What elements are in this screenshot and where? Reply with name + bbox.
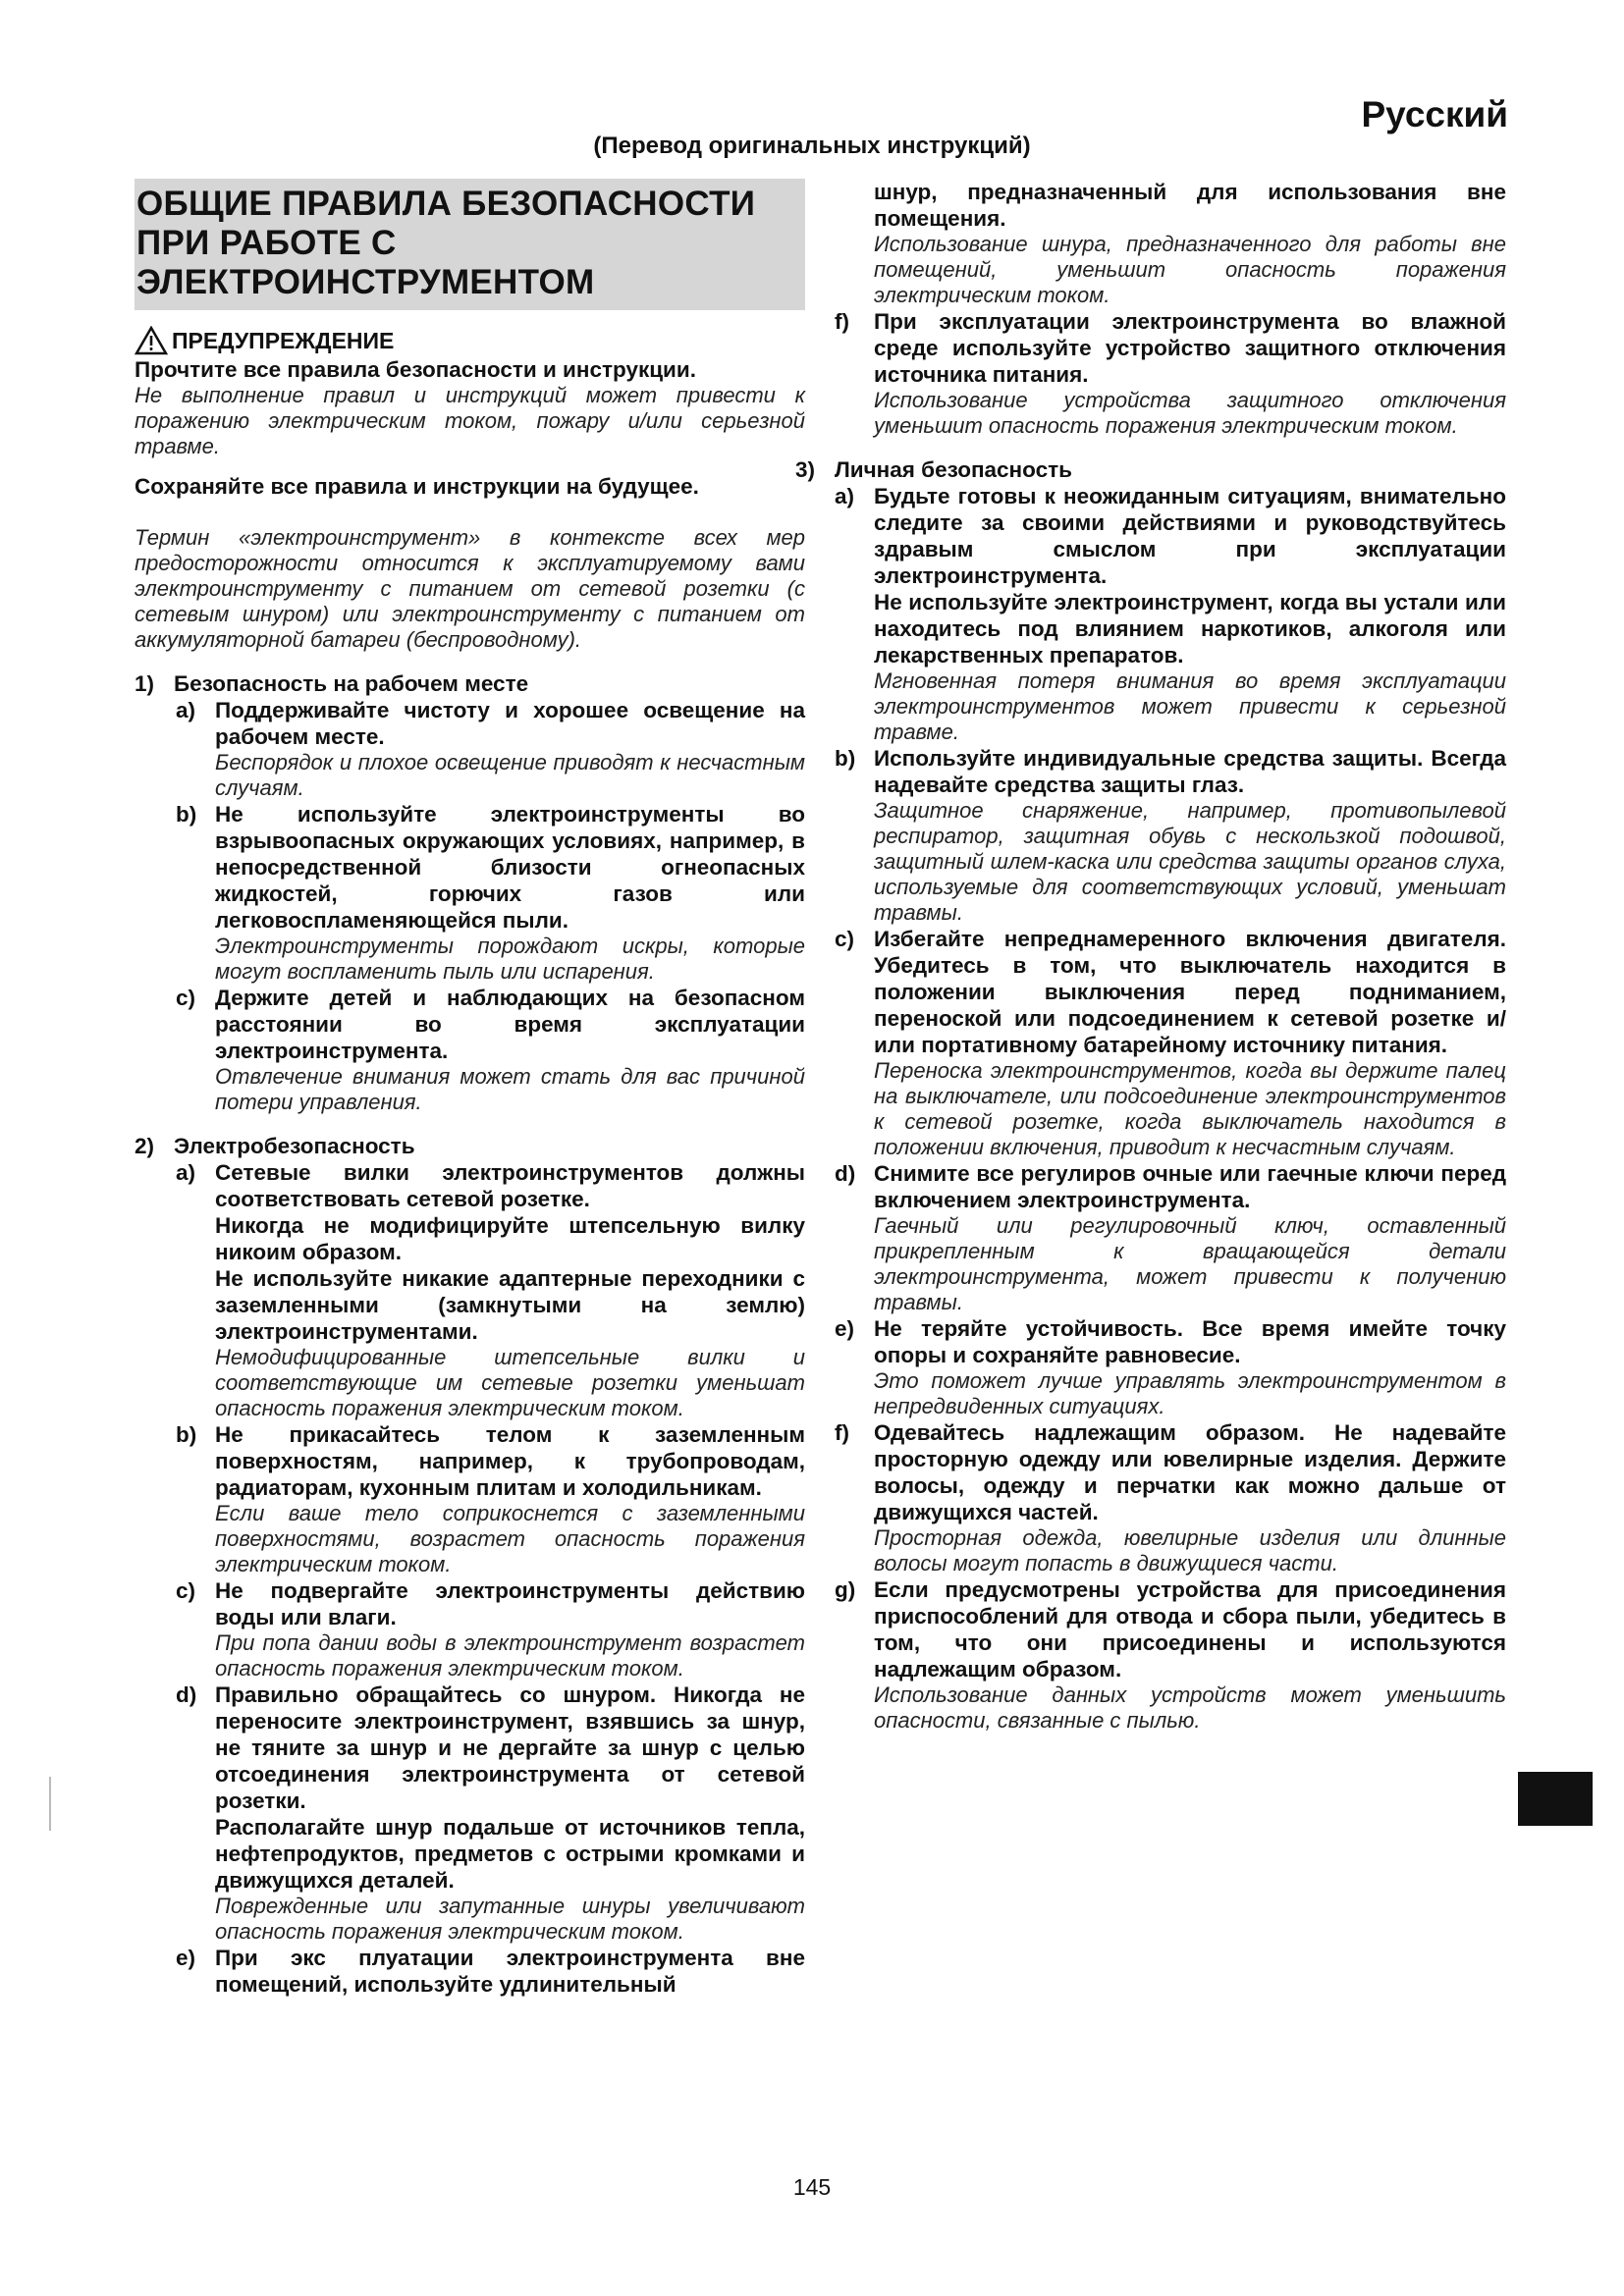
s3-item-g: g) Если предусмотрены устройства для присоединения приспособлений для отвода и сбора пыли, убедитесь в том, что они присоединены и используются надлежащим образом. Использование данных устройств может уменьшить опасности, связанные с пылью. xyxy=(835,1577,1506,1733)
s2-item-e-continued: шнур, предназначенный для использования вне помещения. Использование шнура, предназначенного для работы вне помещений, уменьшит опасность поражения электрическим током. xyxy=(874,180,1506,307)
section-title: ОБЩИЕ ПРАВИЛА БЕЗОПАСНОСТИ ПРИ РАБОТЕ С ЭЛЕКТРОИНСТРУМЕНТОМ xyxy=(135,179,805,310)
document-subtitle: (Перевод оригинальных инструкций) xyxy=(593,133,1031,159)
s3-item-e: e) Не теряйте устойчивость. Все время имейте точку опоры и сохраняйте равновесие. Это поможет лучше управлять электроинструментом в непредвиденных ситуациях. xyxy=(835,1316,1506,1418)
s2-item-c: c) Не подвергайте электроинструменты действию воды или влаги. При попа дании воды в электроинструмент возрастет опасность поражения электрическим током. xyxy=(176,1578,805,1681)
language-tab-marker xyxy=(1518,1772,1593,1826)
warning-bold: Прочтите все правила безопасности и инструкции. xyxy=(135,357,696,382)
s3-item-d: d) Снимите все регулиров очные или гаечные ключи перед включением электроинструмента. Гаечный или регулировочный ключ, оставленный прикрепленным к вращающейся детали электроинструмента, может привести к получению травмы. xyxy=(835,1161,1506,1314)
s1-item-b: b) Не используйте электроинструменты во взрывоопасных окружающих условиях, например, в непосредственной близости огнеопасных жидкостей, горючих газов или легковоспламеняющейся пыли. Электроинструменты порождают искры, которые могут воспламенить пыль или испарения. xyxy=(176,802,805,984)
left-column xyxy=(135,179,805,1998)
s2-item-b: b) Не прикасайтесь телом к заземленным поверхностям, например, к трубопроводам, радиаторам, кухонным плитам и холодильникам. Если ваше тело соприкоснется с заземленными поверхностями, возрастет опасность поражения электрическим током. xyxy=(176,1422,805,1576)
s3-item-f: f) Одевайтесь надлежащим образом. Не надевайте просторную одежду или ювелирные изделия. Держите волосы, одежду и перчатки как можно дальше от движущихся частей. Просторная одежда, ювелирные изделия или длинные волосы могут попасть в движущиеся части. xyxy=(835,1420,1506,1575)
s2-item-f: f) При эксплуатации электроинструмента во влажной среде используйте устройство защитного отключения источника питания. Использование устройства защитного отключения уменьшит опасность поражения электрическим током. xyxy=(835,309,1506,438)
s2-item-a: a) Сетевые вилки электроинструментов должны соответствовать сетевой розетке. Никогда не модифицируйте штепсельную вилку никоим образом. Не используйте никакие адаптерные переходники с заземленными (замкнутыми на землю) электроинструментами. Немодифицированные штепсельные вилки и соответствующие им сетевые розетки уменьшат опасность поражения электрическим током. xyxy=(176,1160,805,1420)
warning-heading xyxy=(135,326,805,355)
s2-item-d: d) Правильно обращайтесь со шнуром. Никогда не переносите электроинструмент, взявшись за шнур, не тяните за шнур и не дергайте за шнур с целью отсоединения электроинструмента от сетевой розетки. Располагайте шнур подальше от источников тепла, нефтепродуктов, предметов с острыми кромками и движущихся деталей. Поврежденные или запутанные шнуры увеличивают опасность поражения электрическим током. xyxy=(176,1682,805,1944)
s1-item-a: a) Поддерживайте чистоту и хорошее освещение на рабочем месте. Беспорядок и плохое освещение приводят к несчастным случаям. xyxy=(176,698,805,800)
s3-item-c: c) Избегайте непреднамеренного включения двигателя. Убедитесь в том, что выключатель находится в положении выключения перед подниманием, переноской или подсоединением к сетевой розетке и/или портативному батарейному источнику питания. Переноска электроинструментов, когда вы держите палец на выключателе, или подсоединение электроинструментов к сетевой розетке, когда выключатель находится в положении включения, приводит к несчастным случаям. xyxy=(835,927,1506,1159)
s2-item-e: e) При экс плуатации электроинструмента вне помещений, используйте удлинительный xyxy=(176,1946,805,1997)
s3-item-a: a) Будьте готовы к неожиданным ситуациям, внимательно следите за своими действиями и руководствуйтесь здравым смыслом при эксплуатации электроинструмента. Не используйте электроинструмент, когда вы устали или находитесь под влиянием наркотиков, алкоголя или лекарственных препаратов. Мгновенная потеря внимания во время эксплуатации электроинструментов может привести к серьезной травме. xyxy=(835,484,1506,744)
margin-mark xyxy=(49,1777,51,1831)
section-2-heading: 2) Электробезопасность xyxy=(135,1134,415,1158)
s1-item-c: c) Держите детей и наблюдающих на безопасном расстоянии во время эксплуатации электроинструмента. Отвлечение внимания может стать для вас причиной потери управления. xyxy=(176,986,805,1114)
section-3-heading: 3) Личная безопасность xyxy=(795,457,1072,482)
warning-italic: Не выполнение правил и инструкций может привести к поражению электрическим током, пожару и/или серьезной травме. xyxy=(135,383,805,458)
language-label: Русский xyxy=(1361,94,1508,134)
s3-item-b: b) Используйте индивидуальные средства защиты. Всегда надевайте средства защиты глаз. Защитное снаряжение, например, противопылевой респиратор, защитная обувь с нескользкой подошвой, защитный шлем-каска или средства защиты органов слуха, используемые для соответствующих условий, уменьшат травмы. xyxy=(835,746,1506,925)
page-number: 145 xyxy=(792,2174,832,2200)
save-instructions: Сохраняйте все правила и инструкции на будущее. xyxy=(135,474,699,499)
section-1-heading: 1) Безопасность на рабочем месте xyxy=(135,671,529,696)
warning-label: ПРЕДУПРЕЖДЕНИЕ xyxy=(172,327,395,353)
warning-triangle-icon xyxy=(135,326,168,355)
right-column xyxy=(795,179,1506,1734)
term-definition: Термин «электроинструмент» в контексте всех мер предосторожности относится к эксплуатируемому вами электроинструменту с питанием от сетевой розетки (с сетевым шнуром) или электроинструменту с питанием от аккумуляторной батареи (беспроводному). xyxy=(135,525,805,652)
